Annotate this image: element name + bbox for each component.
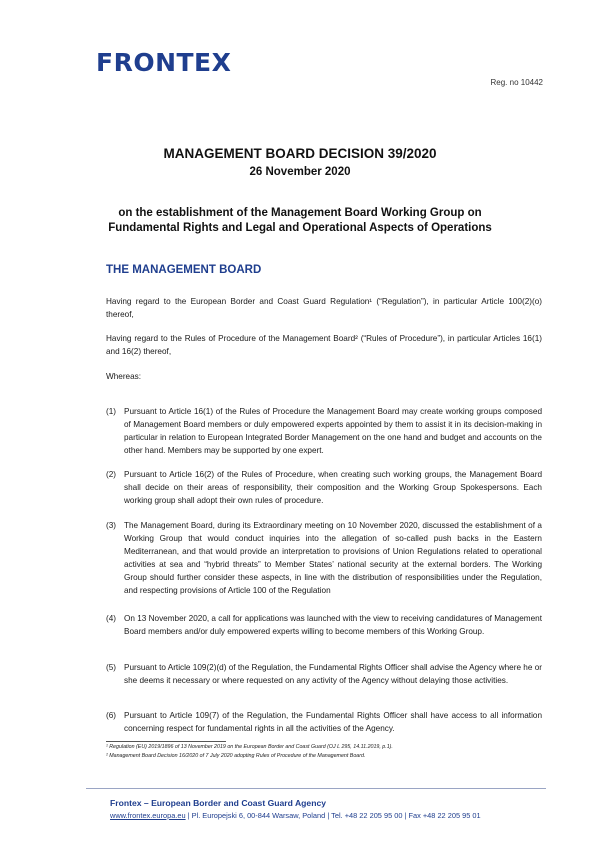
preamble-paragraph: Having regard to the European Border and Coast Guard Regulation¹ (“Regulation”), in particular Article 100(2)(o) thereof, xyxy=(106,297,542,319)
registration-number: Reg. no 10442 xyxy=(490,78,543,87)
recital-item xyxy=(106,709,542,735)
recital-text: Pursuant to Article 16(2) of the Rules of Procedure, when creating such working groups, the Management Board shall decide on their areas of responsibility, their composition and the Working Group Spokespersons. Each working group shall adopt their own rules of procedure. xyxy=(124,470,542,505)
frontex-logo: FRONTEX xyxy=(96,48,232,77)
recital-text: Pursuant to Article 16(1) of the Rules of Procedure the Management Board may create working groups composed of Management Board members or duly empowered experts appointed by them to assist it in its decision-making in particular in relation to European Integrated Border Management on the one hand and budget and accounts on the other hand. Members may be supported by one expert. xyxy=(124,407,542,455)
decision-date: 26 November 2020 xyxy=(249,166,351,178)
recital-item xyxy=(106,519,542,597)
decision-title: MANAGEMENT BOARD DECISION 39/2020 xyxy=(163,146,437,161)
recital-number: (3) xyxy=(106,521,117,530)
recital-number: (2) xyxy=(106,470,117,479)
recital-text: The Management Board, during its Extraordinary meeting on 10 November 2020, discussed the establishment of a Working Group that would conduct inquiries into the allegation of so-called push backs in the Eastern Mediterranean, and that would provide an interpretation to provisions of Union Regulations related to operational activities at sea and “hybrid threats” to Member States’ national security at the external borders. The Working Group should further consider these aspects, in line with the distribution of responsibilities under the Regulation, and respecting provisions of Article 100 of the Regulation xyxy=(124,521,542,595)
recital-item xyxy=(106,405,542,457)
recital-text: Pursuant to Article 109(7) of the Regulation, the Fundamental Rights Officer shall have access to all information concerning respect for fundamental rights in all the activities of the Agency. xyxy=(124,711,542,733)
footnote-divider xyxy=(106,741,226,742)
recital-number: (4) xyxy=(106,614,117,623)
recital-number: (6) xyxy=(106,711,117,720)
subject-line: on the establishment of the Management Board Working Group on xyxy=(118,207,482,219)
contact-details: | Pl. Europejski 6, 00-844 Warsaw, Poland | Tel. +48 22 205 95 00 | Fax +48 22 205 95 01 xyxy=(185,811,481,820)
website-link[interactable]: www.frontex.europa.eu xyxy=(110,811,186,820)
footnote: ¹ Regulation (EU) 2019/1896 of 13 November 2019 on the European Border and Coast Guard (OJ L 295, 14.11.2019, p.1). xyxy=(106,744,393,750)
recital-text: Pursuant to Article 109(2)(d) of the Regulation, the Fundamental Rights Officer shall advise the Agency where he or she deems it necessary or where requested on any activity of the Agency without delaying those activities. xyxy=(124,663,542,685)
footer-divider xyxy=(86,788,546,789)
preamble-paragraph: Having regard to the Rules of Procedure of the Management Board² (“Rules of Procedure”), in particular Articles 16(1) and 16(2) thereof, xyxy=(106,334,542,356)
decision-subject xyxy=(0,206,600,236)
footer-agency-name: Frontex – European Border and Coast Guard Agency xyxy=(110,798,326,808)
section-heading: THE MANAGEMENT BOARD xyxy=(106,264,262,276)
recital-item xyxy=(106,661,542,687)
whereas-label: Whereas: xyxy=(106,372,142,381)
recital-number: (5) xyxy=(106,663,117,672)
recital-item xyxy=(106,468,542,507)
recital-text: On 13 November 2020, a call for applications was launched with the view to receiving candidatures of Management Board members and/or duly empowered experts willing to become members of this Working Group. xyxy=(124,614,542,636)
footnote: ² Management Board Decision 16/2020 of 7 July 2020 adopting Rules of Procedure of the Management Board. xyxy=(106,753,366,759)
footer-contact-line xyxy=(110,811,481,820)
recital-item xyxy=(106,612,542,638)
subject-line: Fundamental Rights and Legal and Operational Aspects of Operations xyxy=(108,222,492,234)
recital-number: (1) xyxy=(106,407,117,416)
